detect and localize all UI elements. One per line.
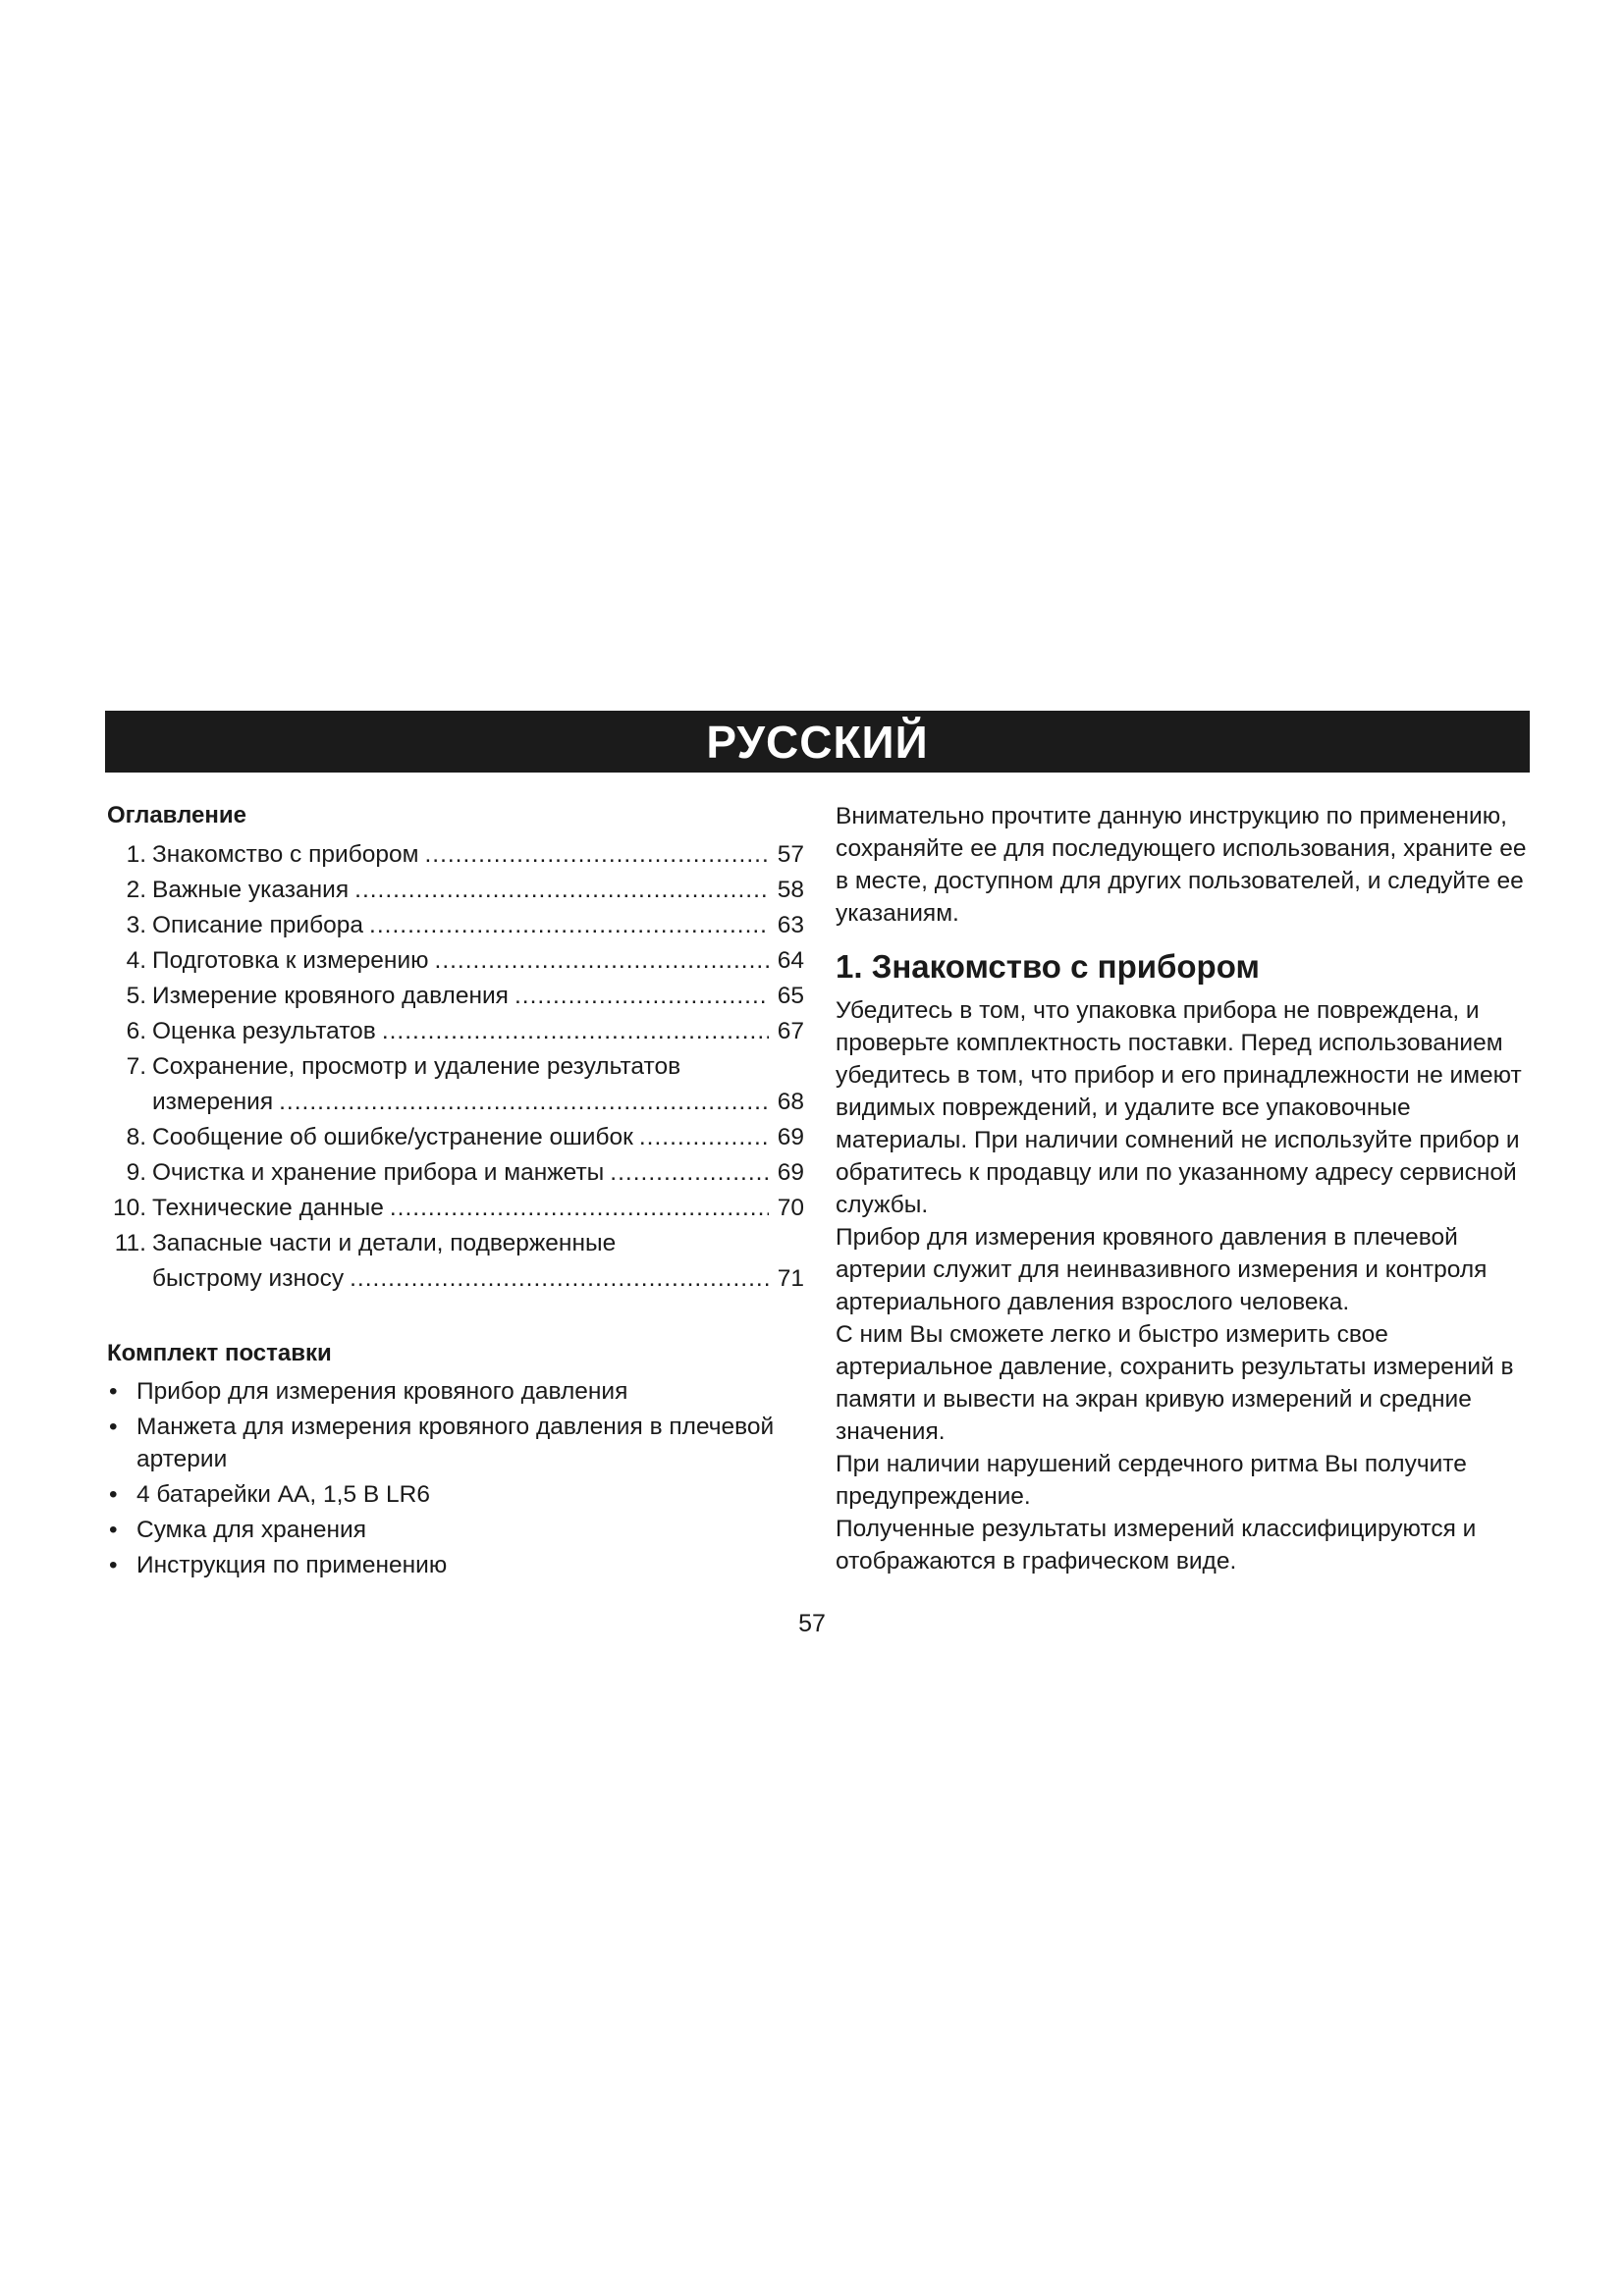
page-number: 57 bbox=[798, 1610, 826, 1637]
toc-item-6[interactable] bbox=[107, 1014, 804, 1049]
toc-leader bbox=[350, 1261, 769, 1297]
toc-number: 10. bbox=[112, 1195, 146, 1221]
language-banner bbox=[105, 711, 1530, 773]
bullet-icon: • bbox=[109, 1378, 118, 1405]
section-paragraph: При наличии нарушений сердечного ритма Вы получите предупреждение. bbox=[836, 1451, 1467, 1510]
section-heading: 1. Знакомство с прибором bbox=[836, 948, 1260, 985]
toc-item-1[interactable] bbox=[107, 837, 804, 873]
toc-page: 65 bbox=[777, 983, 804, 1009]
toc-number: 7. bbox=[126, 1053, 146, 1080]
kit-item-text: 4 батарейки AA, 1,5 В LR6 bbox=[136, 1481, 430, 1508]
toc-page: 68 bbox=[777, 1089, 804, 1115]
toc-leader bbox=[279, 1085, 769, 1120]
toc-number: 9. bbox=[126, 1159, 146, 1186]
toc-item-2[interactable] bbox=[107, 873, 804, 908]
toc-leader bbox=[369, 908, 769, 943]
table-of-contents bbox=[107, 837, 804, 1297]
list-item bbox=[107, 1375, 804, 1408]
kit-heading: Комплект поставки bbox=[107, 1340, 332, 1366]
section-paragraph: Полученные результаты измерений классифицируются и отображаются в графическом виде. bbox=[836, 1516, 1477, 1575]
toc-title-line1: Сохранение, просмотр и удаление результатов bbox=[152, 1053, 681, 1080]
toc-item-5[interactable] bbox=[107, 979, 804, 1014]
toc-page: 69 bbox=[777, 1124, 804, 1150]
toc-item-3[interactable] bbox=[107, 908, 804, 943]
toc-item-9[interactable] bbox=[107, 1155, 804, 1191]
intro-paragraph: Внимательно прочтите данную инструкцию по применению, сохраняйте ее для последующего использования, храните ее в месте, доступном для других пользователей, и следуйте ее указаниям. bbox=[836, 803, 1527, 927]
section-paragraph: С ним Вы сможете легко и быстро измерить свое артериальное давление, сохранить результаты измерений в памяти и вывести на экран кривую измерений и средние значения. bbox=[836, 1321, 1514, 1445]
kit-item-text: Инструкция по применению bbox=[136, 1552, 448, 1578]
toc-item-10[interactable] bbox=[107, 1191, 804, 1226]
toc-item-11[interactable] bbox=[107, 1226, 804, 1297]
toc-leader bbox=[390, 1191, 769, 1226]
toc-title: Сообщение об ошибке/устранение ошибок bbox=[152, 1124, 633, 1150]
toc-title: Описание прибора bbox=[152, 912, 364, 938]
toc-number: 1. bbox=[126, 841, 146, 868]
toc-leader bbox=[610, 1155, 769, 1191]
toc-number: 2. bbox=[126, 877, 146, 903]
toc-title: Измерение кровяного давления bbox=[152, 983, 509, 1009]
toc-number: 4. bbox=[126, 947, 146, 974]
toc-leader bbox=[639, 1120, 769, 1155]
kit-item-text: Прибор для измерения кровяного давления bbox=[136, 1378, 628, 1405]
toc-item-4[interactable] bbox=[107, 943, 804, 979]
language-title: РУССКИЙ bbox=[706, 716, 929, 768]
toc-title: Технические данные bbox=[152, 1195, 384, 1221]
toc-title-line1: Запасные части и детали, подверженные bbox=[152, 1230, 617, 1256]
toc-page: 64 bbox=[777, 947, 804, 974]
toc-leader bbox=[382, 1014, 769, 1049]
kit-item-text: Сумка для хранения bbox=[136, 1517, 367, 1543]
list-item bbox=[107, 1549, 804, 1581]
kit-item-text: Манжета для измерения кровяного давления в плечевой артерии bbox=[136, 1414, 775, 1472]
section-paragraph: Прибор для измерения кровяного давления в плечевой артерии служит для неинвазивного измерения и контроля артериального давления взрослого человека. bbox=[836, 1224, 1488, 1315]
left-column bbox=[107, 800, 804, 1584]
toc-leader bbox=[424, 837, 769, 873]
list-item bbox=[107, 1478, 804, 1511]
toc-number: 5. bbox=[126, 983, 146, 1009]
toc-page: 70 bbox=[777, 1195, 804, 1221]
toc-page: 58 bbox=[777, 877, 804, 903]
toc-item-7[interactable] bbox=[107, 1049, 804, 1120]
toc-title: Очистка и хранение прибора и манжеты bbox=[152, 1159, 605, 1186]
toc-page: 69 bbox=[777, 1159, 804, 1186]
bullet-icon: • bbox=[109, 1552, 118, 1578]
toc-title: Важные указания bbox=[152, 877, 350, 903]
toc-title: Оценка результатов bbox=[152, 1018, 376, 1044]
toc-title: Подготовка к измерению bbox=[152, 947, 429, 974]
toc-heading: Оглавление bbox=[107, 802, 246, 828]
toc-title: быстрому износу bbox=[152, 1265, 345, 1292]
bullet-icon: • bbox=[109, 1481, 118, 1508]
toc-number: 6. bbox=[126, 1018, 146, 1044]
toc-title: Знакомство с прибором bbox=[152, 841, 419, 868]
list-item bbox=[107, 1411, 804, 1475]
bullet-icon: • bbox=[109, 1517, 118, 1543]
right-column bbox=[836, 800, 1528, 1577]
toc-number: 11. bbox=[114, 1230, 146, 1256]
toc-item-8[interactable] bbox=[107, 1120, 804, 1155]
bullet-icon: • bbox=[109, 1414, 118, 1440]
toc-leader bbox=[354, 873, 769, 908]
toc-title: измерения bbox=[152, 1089, 274, 1115]
toc-page: 63 bbox=[777, 912, 804, 938]
toc-page: 57 bbox=[777, 841, 804, 868]
list-item bbox=[107, 1514, 804, 1546]
kit-list bbox=[107, 1375, 804, 1581]
toc-number: 3. bbox=[126, 912, 146, 938]
toc-page: 67 bbox=[777, 1018, 804, 1044]
toc-leader bbox=[435, 943, 769, 979]
section-paragraph: Убедитесь в том, что упаковка прибора не повреждена, и проверьте комплектность поставки. Перед использованием убедитесь в том, что прибор и его принадлежности не имеют видимых повреждений, и удалите все упаковочные материалы. При наличии сомнений не используйте прибор и обратитесь к продавцу или по указанному адресу сервисной службы. bbox=[836, 997, 1522, 1218]
toc-number: 8. bbox=[126, 1124, 146, 1150]
toc-leader bbox=[514, 979, 769, 1014]
toc-page: 71 bbox=[777, 1265, 804, 1292]
